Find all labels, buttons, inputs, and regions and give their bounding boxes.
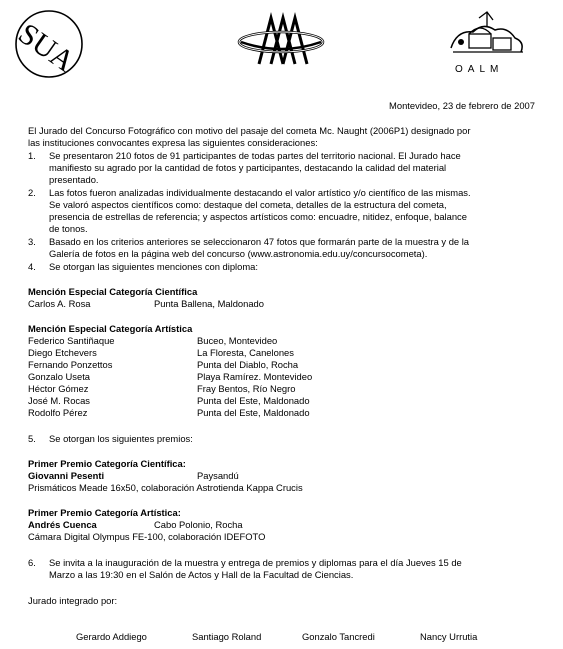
- jury-member: Gerardo Addiego: [76, 631, 147, 642]
- premio-artistico-place: Cabo Polonio, Rocha: [154, 519, 243, 530]
- item-1-line-1: Se presentaron 210 fotos de 91 participantes de todas partes del territorio nacional. El Jurado hace: [49, 150, 461, 161]
- mencion-artistica-name: Héctor Gómez: [28, 383, 89, 394]
- mencion-cientifica-place: Punta Ballena, Maldonado: [154, 298, 264, 309]
- intro-line-1: El Jurado del Concurso Fotográfico con motivo del pasaje del cometa Mc. Naught (2006P1) designado por: [28, 125, 471, 136]
- mencion-artistica-name: Federico Santiñaque: [28, 335, 115, 346]
- item-6-number: 6.: [28, 557, 36, 568]
- letter-date: Montevideo, 23 de febrero de 2007: [389, 100, 535, 111]
- item-4-number: 4.: [28, 261, 36, 272]
- item-2-line-2: Se valoró aspectos científicos como: destaque del cometa, detalles de la estructura del cometa,: [49, 199, 447, 210]
- mencion-artistica-name: José M. Rocas: [28, 395, 90, 406]
- item-2-line-3: presencia de estrellas de referencia; y aspectos artísticos como: encuadre, nitidez, enfoque, balance: [49, 211, 467, 222]
- sua-logo-text: SUA: [14, 16, 81, 79]
- mencion-cientifica-heading: Mención Especial Categoría Científica: [28, 286, 198, 297]
- premio-cientifico-prize: Prismáticos Meade 16x50, colaboración Astrotienda Kappa Crucis: [28, 482, 303, 493]
- jury-member: Gonzalo Tancredi: [302, 631, 375, 642]
- item-1-line-3: presentado.: [49, 174, 99, 185]
- mencion-artistica-name: Fernando Ponzettos: [28, 359, 113, 370]
- item-5-text: Se otorgan los siguientes premios:: [49, 433, 193, 444]
- mencion-artistica-place: Punta del Este, Maldonado: [197, 407, 310, 418]
- premio-cientifico-name: Giovanni Pesenti: [28, 470, 105, 481]
- premio-cientifico-heading: Primer Premio Categoría Científica:: [28, 458, 186, 469]
- item-1-line-2: manifiesto su agrado por la cantidad de fotos y participantes, destacando la calidad del material: [49, 162, 447, 173]
- oalm-logo-text: OALM: [455, 64, 504, 75]
- mencion-artistica-name: Rodolfo Pérez: [28, 407, 88, 418]
- mencion-artistica-heading: Mención Especial Categoría Artística: [28, 323, 193, 334]
- mencion-artistica-place: La Floresta, Canelones: [197, 347, 294, 358]
- mencion-artistica-place: Punta del Diablo, Rocha: [197, 359, 299, 370]
- mencion-artistica-place: Punta del Este, Maldonado: [197, 395, 310, 406]
- aaa-logo: [237, 12, 325, 72]
- premio-artistico-name: Andrés Cuenca: [28, 519, 97, 530]
- item-2-line-1: Las fotos fueron analizadas individualmente destacando el valor artístico y/o científico de las mismas.: [49, 187, 471, 198]
- item-2-line-4: de tonos.: [49, 223, 88, 234]
- item-2-number: 2.: [28, 187, 36, 198]
- jury-member: Nancy Urrutia: [420, 631, 478, 642]
- item-5-number: 5.: [28, 433, 36, 444]
- item-6-line-2: Marzo a las 19:30 en el Salón de Actos y Hall de la Facultad de Ciencias.: [49, 569, 354, 580]
- premio-artistico-heading: Primer Premio Categoría Artística:: [28, 507, 181, 518]
- item-1-number: 1.: [28, 150, 36, 161]
- item-3-line-2: Galería de fotos en la página web del concurso (www.astronomia.edu.uy/concursocometa).: [49, 248, 428, 259]
- mencion-artistica-place: Fray Bentos, Río Negro: [197, 383, 296, 394]
- item-3-number: 3.: [28, 236, 36, 247]
- item-4-line-1: Se otorgan las siguientes menciones con diploma:: [49, 261, 258, 272]
- oalm-logo: [443, 8, 533, 78]
- intro-line-2: las instituciones convocantes expresa las siguientes consideraciones:: [28, 137, 318, 148]
- jury-member: Santiago Roland: [192, 631, 262, 642]
- mencion-cientifica-name: Carlos A. Rosa: [28, 298, 91, 309]
- mencion-artistica-place: Playa Ramírez. Montevideo: [197, 371, 313, 382]
- item-6-line-1: Se invita a la inauguración de la muestra y entrega de premios y diplomas para el día Jueves 15 de: [49, 557, 462, 568]
- mencion-artistica-name: Diego Etchevers: [28, 347, 97, 358]
- mencion-artistica-place: Buceo, Montevideo: [197, 335, 278, 346]
- jurado-label: Jurado integrado por:: [28, 595, 118, 606]
- item-3-line-1: Basado en los criterios anteriores se seleccionaron 47 fotos que formarán parte de la muestra y de la: [49, 236, 470, 247]
- premio-artistico-prize: Cámara Digital Olympus FE-100, colaboración IDEFOTO: [28, 531, 266, 542]
- sua-logo: [14, 8, 84, 80]
- mencion-artistica-name: Gonzalo Useta: [28, 371, 91, 382]
- premio-cientifico-place: Paysandú: [197, 470, 239, 481]
